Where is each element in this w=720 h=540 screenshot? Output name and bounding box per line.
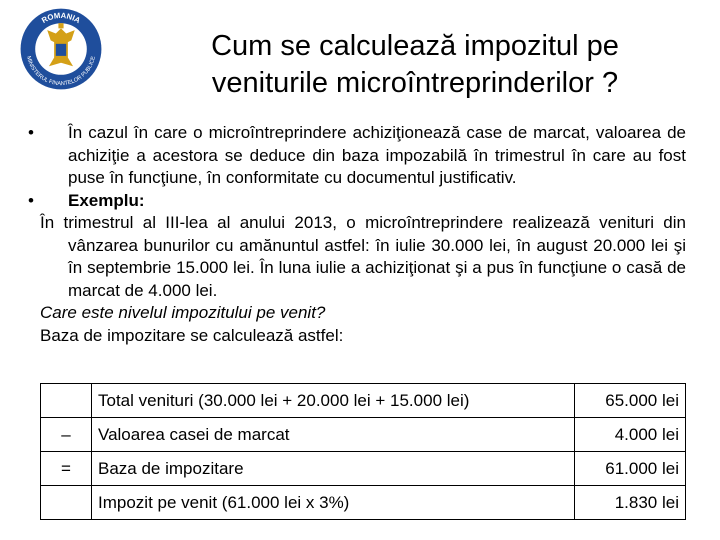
page-title [120,28,710,102]
table-row [41,418,686,452]
example-text-rest: vânzarea bunurilor cu amănuntul astfel: în iulie 30.000 lei, în august 20.000 lei şi în septembrie 15.000 lei. În luna iulie a achiziţionat şi a pus în funcţiune o casă de marcat de 4.000 lei. [68,235,686,300]
calculation-table [40,383,686,520]
table-row [41,452,686,486]
bullet-paragraph-example [28,190,686,213]
table-row [41,486,686,520]
example-paragraph [40,212,686,302]
description-cell: Impozit pe venit (61.000 lei x 3%) [92,486,575,520]
amount-cell: 4.000 lei [575,418,686,452]
amount-cell: 65.000 lei [575,384,686,418]
content-body [28,122,686,347]
description-cell: Total venituri (30.000 lei + 20.000 lei + 15.000 lei) [92,384,575,418]
calculation-intro: Baza de impozitare se calculează astfel: [40,325,344,345]
bullet-icon: • [28,123,34,142]
bullet-icon: • [28,190,34,210]
table-row [41,384,686,418]
title-line-1: Cum se calculează impozitul pe [211,30,619,62]
logo-ring-bottom-text: MINISTERUL FINANTELOR PUBLICE [25,55,97,88]
operator-cell: – [41,418,92,452]
description-cell: Valoarea casei de marcat [92,418,575,452]
operator-cell [41,384,92,418]
operator-cell: = [41,452,92,486]
bullet-paragraph-deduction [28,122,686,190]
question-text: Care este nivelul impozitului pe venit? [40,303,326,322]
operator-cell [41,486,92,520]
coat-of-arms-logo [18,6,104,92]
description-cell: Baza de impozitare [92,452,575,486]
example-text-first-line: În trimestrul al III-lea al anului 2013, o microîntreprindere realizează venituri din [40,213,686,232]
deduction-text: În cazul în care o microîntreprindere achiziţionează case de marcat, valoarea de achiziţie a acestora se deduce din baza impozabilă în trimestrul în care au fost puse în funcţiune, în conformitate cu documentul justificativ. [68,123,686,187]
amount-cell: 61.000 lei [575,452,686,486]
title-line-2: veniturile microîntreprinderilor ? [211,67,619,99]
amount-cell: 1.830 lei [575,486,686,520]
logo-ring-top-text: ROMANIA [40,10,82,26]
example-heading: Exemplu: [68,190,145,210]
